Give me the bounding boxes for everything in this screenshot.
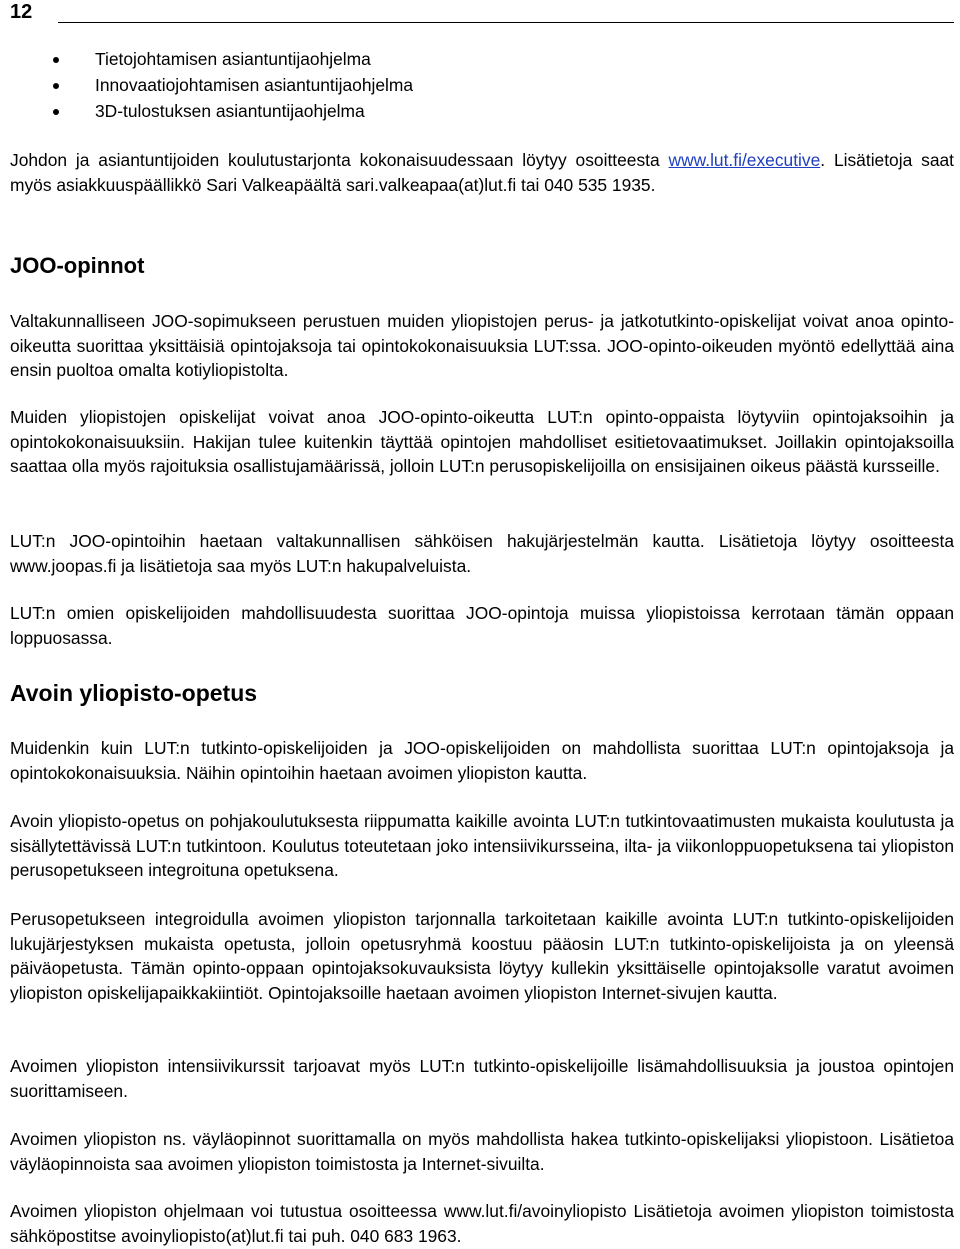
avoin-heading: Avoin yliopisto-opetus [10, 680, 258, 706]
avoin-paragraph: Avoin yliopisto-opetus on pohjakoulutuksesta riippumatta kaikille avointa LUT:n tutkintovaatimusten mukaista koulutusta ja sisällytettävissä LUT:n tutkintoon. Koulutus toteutetaan joko intensiivikursseina, ilta- ja viikonloppuopetuksena tai yliopiston perusopetukseen integroituna opetuksena. [10, 811, 954, 881]
page-header [10, 0, 954, 28]
header-rule [58, 22, 954, 23]
avoin-paragraph: Avoimen yliopiston ohjelmaan voi tutustua osoitteessa www.lut.fi/avoinyliopisto Lisätietoja avoimen yliopiston toimistosta sähköpostitse avoinyliopisto(at)lut.fi tai puh. 040 683 1963. [10, 1201, 954, 1246]
list-item: Tietojohtamisen asiantuntijaohjelma [10, 46, 413, 72]
joo-paragraph: LUT:n omien opiskelijoiden mahdollisuudesta suorittaa JOO-opintoja muissa yliopistoissa kerrotaan tämän oppaan loppuosassa. [10, 603, 954, 648]
joo-paragraph: Valtakunnalliseen JOO-sopimukseen perustuen muiden yliopistojen perus- ja jatkotutkinto-opiskelijat voivat anoa opinto-oikeutta suorittaa yksittäisiä opintojaksoja tai opintokokonaisuuksia LUT:ssa. JOO-opinto-oikeuden myöntö edellyttää aina ensin puoltoa omalta kotiyliopistolta. [10, 311, 954, 381]
avoin-paragraph: Avoimen yliopiston ns. väyläopinnot suorittamalla on myös mahdollista hakea tutkinto-opiskelijaksi yliopistoon. Lisätietoa väyläopinnoista saa avoimen yliopiston toimistosta ja Internet-sivuilta. [10, 1129, 954, 1174]
avoin-paragraph: Muidenkin kuin LUT:n tutkinto-opiskelijoiden ja JOO-opiskelijoiden on mahdollista suorittaa LUT:n opintojaksoja ja opintokokonaisuuksia. Näihin opintoihin haetaan avoimen yliopiston kautta. [10, 738, 954, 783]
joo-paragraph: Muiden yliopistojen opiskelijat voivat anoa JOO-opinto-oikeutta LUT:n opinto-oppaista löytyviin opintojaksoihin ja opintokokonaisuuksiin. Hakijan tulee kuitenkin täyttää opintojen mahdolliset esitietovaatimukset. Joillakin opintojaksoilla saattaa olla myös rajoituksia osallistujamäärissä, jolloin LUT:n perusopiskelijoilla on ensisijainen oikeus päästä kursseille. [10, 407, 954, 477]
program-list [10, 46, 413, 124]
joo-heading: JOO-opinnot [10, 253, 145, 278]
intro-paragraph: Johdon ja asiantuntijoiden koulutustarjonta kokonaisuudessaan löytyy osoitteesta www.lut.fi/executive. Lisätietoja saat myös asiakkuuspäällikkö Sari Valkeapäältä sari.valkeapaa(at)lut.fi tai 040 535 1935. [10, 150, 954, 195]
executive-link[interactable]: www.lut.fi/executive [668, 150, 821, 170]
list-item: 3D-tulostuksen asiantuntijaohjelma [10, 98, 413, 124]
list-item: Innovaatiojohtamisen asiantuntijaohjelma [10, 72, 413, 98]
avoin-paragraph: Avoimen yliopiston intensiivikurssit tarjoavat myös LUT:n tutkinto-opiskelijoille lisämahdollisuuksia ja joustoa opintojen suorittamiseen. [10, 1056, 954, 1101]
bullet-icon [53, 83, 59, 89]
avoin-paragraph: Perusopetukseen integroidulla avoimen yliopiston tarjonnalla tarkoitetaan kaikille avointa LUT:n tutkinto-opiskelijoiden lukujärjestyksen mukaista opetusta, jolloin opetusryhmä koostuu pääosin LUT:n tutkinto-opiskelijoista ja on yleensä päiväopetusta. Tämän opinto-oppaan opintojaksokuvauksista löytyy kullekin yksittäiselle opintojaksolle varatut avoimen yliopiston opiskelijapaikkakiintiöt. Opintojaksoille haetaan avoimen yliopiston Internet-sivujen kautta. [10, 909, 954, 1003]
page-number: 12 [10, 1, 33, 23]
bullet-icon [53, 57, 59, 63]
bullet-icon [53, 109, 59, 115]
joo-paragraph: LUT:n JOO-opintoihin haetaan valtakunnallisen sähköisen hakujärjestelmän kautta. Lisätietoja löytyy osoitteesta www.joopas.fi ja lisätietoja saa myös LUT:n hakupalveluista. [10, 531, 954, 576]
document-page [10, 0, 954, 1246]
